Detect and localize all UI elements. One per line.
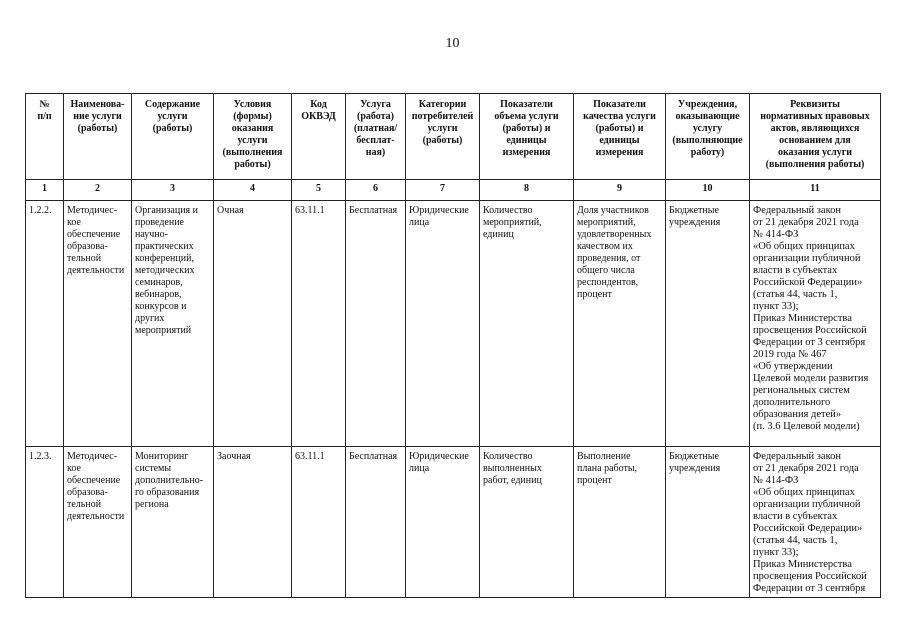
header-consumer-categories: Категории потребителей услуги (работы) (406, 94, 480, 180)
institution-cell: Бюджетные учреждения (666, 201, 750, 447)
column-number-row (26, 180, 881, 201)
consumer-category-cell: Юридические лица (406, 201, 480, 447)
table-header-row (26, 94, 881, 180)
header-number: № п/п (26, 94, 64, 180)
header-paid-free: Услуга (работа) (платная/ бесплат- ная) (346, 94, 406, 180)
legal-acts-cell: Федеральный закон от 21 декабря 2021 года № 414-ФЗ «Об общих принципах организации публичной власти в субъектах Российской Федерации» (статья 44, часть 1, пункт 33); Приказ Министерства просвещения Российской Федерации от 3 сентября (750, 447, 881, 598)
conditions-cell: Заочная (214, 447, 292, 598)
institution-cell: Бюджетные учреждения (666, 447, 750, 598)
column-number: 5 (292, 180, 346, 201)
header-service-content: Содержание услуги (работы) (132, 94, 214, 180)
column-number: 2 (64, 180, 132, 201)
header-volume-indicators: Показатели объема услуги (работы) и единицы измерения (480, 94, 574, 180)
column-number: 9 (574, 180, 666, 201)
paid-free-cell: Бесплатная (346, 201, 406, 447)
service-name-cell: Методичес- кое обеспечение образова- тельной деятельности (64, 447, 132, 598)
quality-indicator-cell: Доля участников мероприятий, удовлетворенных качеством их проведения, от общего числа респондентов, процент (574, 201, 666, 447)
table-row (26, 201, 881, 447)
quality-indicator-cell: Выполнение плана работы, процент (574, 447, 666, 598)
header-okved-code: Код ОКВЭД (292, 94, 346, 180)
page-number: 10 (445, 36, 460, 51)
service-content-cell: Организация и проведение научно- практических конференций, методических семинаров, вебинаров, конкурсов и других мероприятий (132, 201, 214, 447)
paid-free-cell: Бесплатная (346, 447, 406, 598)
row-number-cell: 1.2.2. (26, 201, 64, 447)
service-name-cell: Методичес- кое обеспечение образова- тельной деятельности (64, 201, 132, 447)
column-number: 11 (750, 180, 881, 201)
row-number-cell: 1.2.3. (26, 447, 64, 598)
service-content-cell: Мониторинг системы дополнительно- го образования региона (132, 447, 214, 598)
header-legal-acts: Реквизиты нормативных правовых актов, являющихся основанием для оказания услуги (выполнения работы) (750, 94, 881, 180)
column-number: 7 (406, 180, 480, 201)
okved-code-cell: 63.11.1 (292, 447, 346, 598)
header-service-name: Наименова- ние услуги (работы) (64, 94, 132, 180)
conditions-cell: Очная (214, 201, 292, 447)
legal-acts-cell: Федеральный закон от 21 декабря 2021 года № 414-ФЗ «Об общих принципах организации публичной власти в субъектах Российской Федерации» (статья 44, часть 1, пункт 33); Приказ Министерства просвещения Российской Федерации от 3 сентября 2019 года № 467 «Об утверждении Целевой модели развития региональных систем дополнительного образования детей» (п. 3.6 Целевой модели) (750, 201, 881, 447)
volume-indicator-cell: Количество мероприятий, единиц (480, 201, 574, 447)
okved-code-cell: 63.11.1 (292, 201, 346, 447)
header-quality-indicators: Показатели качества услуги (работы) и единицы измерения (574, 94, 666, 180)
consumer-category-cell: Юридические лица (406, 447, 480, 598)
column-number: 1 (26, 180, 64, 201)
column-number: 4 (214, 180, 292, 201)
header-institutions: Учреждения, оказывающие услугу (выполняющие работу) (666, 94, 750, 180)
column-number: 6 (346, 180, 406, 201)
volume-indicator-cell: Количество выполненных работ, единиц (480, 447, 574, 598)
column-number: 10 (666, 180, 750, 201)
header-conditions: Условия (формы) оказания услуги (выполнения работы) (214, 94, 292, 180)
column-number: 8 (480, 180, 574, 201)
column-number: 3 (132, 180, 214, 201)
services-table (25, 93, 881, 598)
table-row (26, 447, 881, 598)
